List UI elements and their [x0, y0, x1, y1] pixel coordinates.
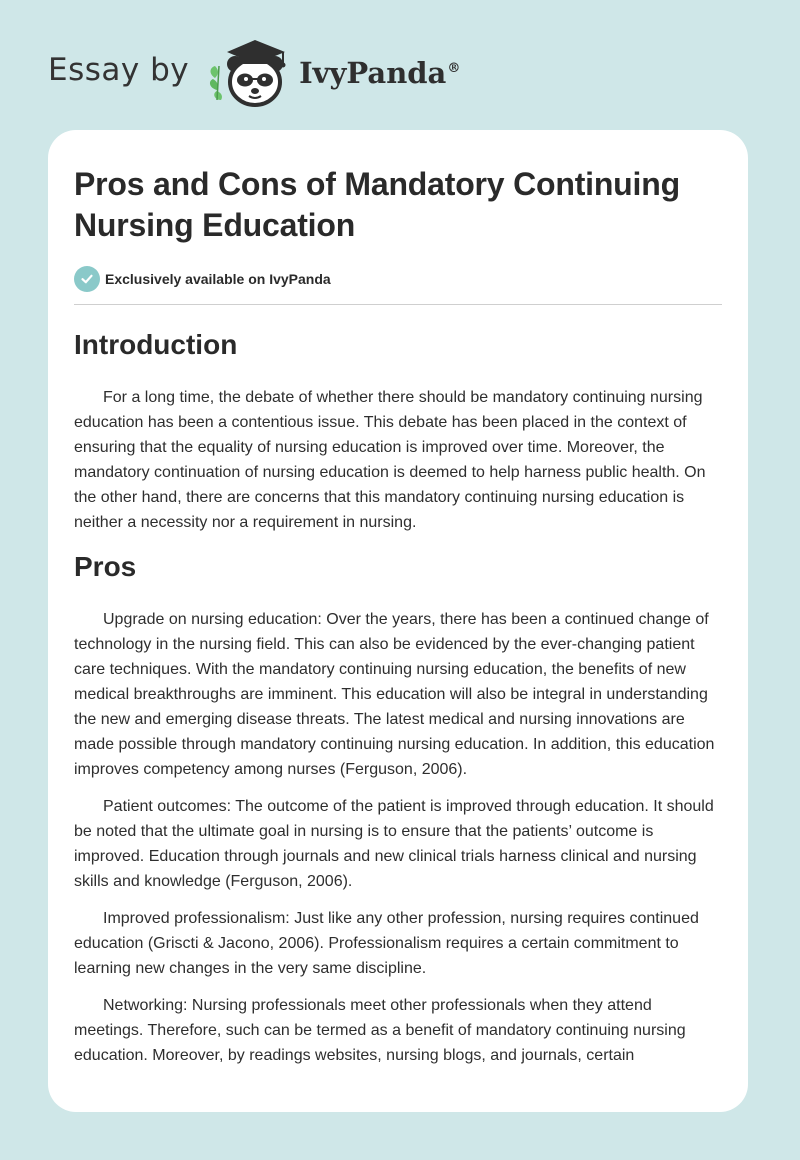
brand-name[interactable]: IvyPanda® [299, 56, 461, 90]
paragraph: Upgrade on nursing education: Over the years, there has been a continued change of technology in the nursing field. This can also be evidenced by the ever-changing patient care techniques. With the mandatory continuing nursing education, the benefits of new medical breakthroughs are imminent. This education will also be integral in understanding the new and emerging disease threats. The latest medical and nursing innovations are made possible through mandatory continuing nursing education. In addition, this education improves competency among nurses (Ferguson, 2006). [74, 611, 715, 778]
section-heading-introduction: Introduction [74, 329, 238, 360]
divider [74, 304, 722, 305]
paragraph: Patient outcomes: The outcome of the patient is improved through education. It should be noted that the ultimate goal in nursing is to ensure that the patients’ outcome is improved. Education through journals and new clinical trials harness clinical and nursing skills and knowledge (Ferguson, 2006). [74, 798, 714, 890]
check-icon [74, 266, 100, 292]
section-heading-pros: Pros [74, 551, 137, 582]
registered-mark: ® [447, 61, 461, 77]
paragraph: For a long time, the debate of whether there should be mandatory continuing nursing education has been a contentious issue. This debate has been placed in the context of ensuring that the equality of nursing education is improved over time. Moreover, the mandatory continuation of nursing education is deemed to help harness public health. On the other hand, there are concerns that this mandatory continuing nursing education is neither a necessity nor a requirement in nursing. [74, 389, 706, 531]
brand-header [48, 34, 460, 110]
paragraph: Improved professionalism: Just like any other profession, nursing requires continued education (Griscti & Jacono, 2006). Professionalism requires a certain commitment to learning new changes in the very same discipline. [74, 910, 699, 977]
exclusive-badge [74, 266, 722, 292]
badge-label: Exclusively available on IvyPanda [105, 271, 331, 287]
paragraph: Networking: Nursing professionals meet other professionals when they attend meetings. Therefore, such can be termed as a benefit of mandatory continuing nursing education. Moreover, by readings websites, nursing blogs, and journals, certain [74, 997, 686, 1064]
essay-title: Pros and Cons of Mandatory Continuing Nursing Education [74, 166, 680, 243]
panda-graduate-icon[interactable] [203, 34, 295, 110]
brand-prefix: Essay by [48, 52, 190, 88]
essay-card [48, 130, 748, 1112]
